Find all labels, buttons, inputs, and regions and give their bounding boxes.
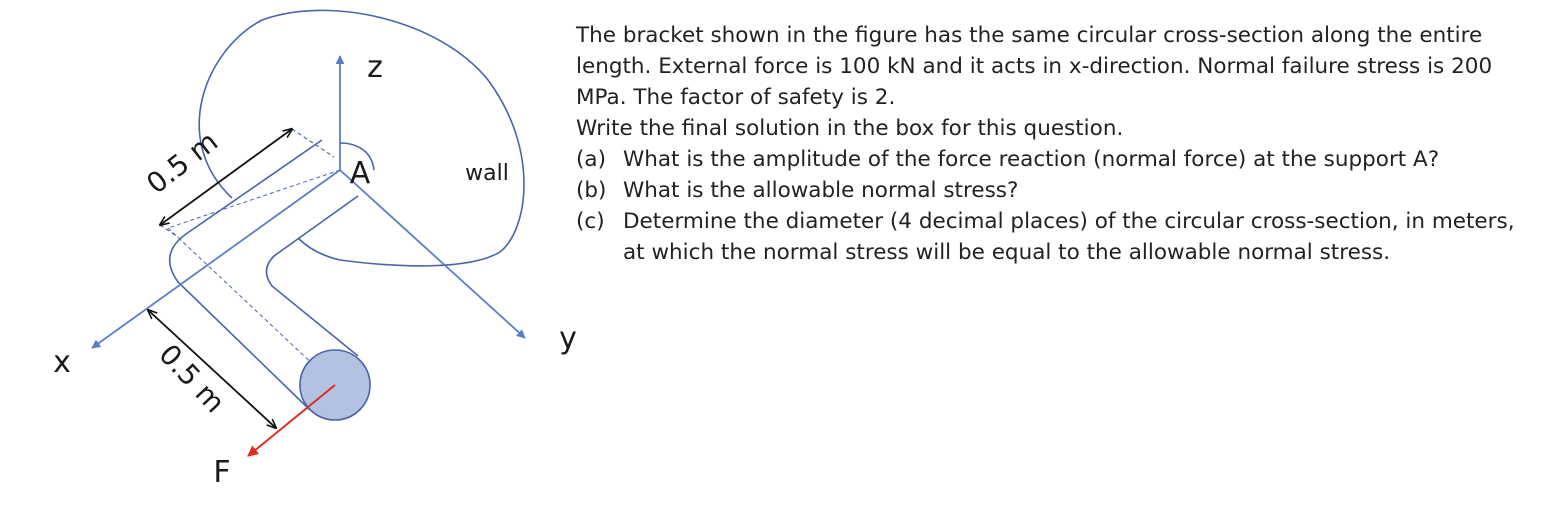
dim-lower-label: 0.5 m (152, 337, 232, 420)
question-marker: (c) (576, 209, 605, 234)
wall-label: wall (465, 161, 509, 186)
question-item-c (576, 206, 1536, 268)
dim-upper-extension-top (292, 129, 334, 157)
bracket-diagram (0, 0, 577, 510)
z-axis-label: z (367, 50, 383, 85)
problem-instruction: Write the final solution in the box for this question. (576, 116, 1124, 141)
bracket-centerline-upper (168, 170, 340, 228)
question-text: What is the allowable normal stress? (623, 178, 1019, 203)
dim-upper-label: 0.5 m (140, 124, 225, 201)
force-label: F (213, 455, 231, 490)
support-a-label: A (349, 156, 371, 191)
question-marker: (b) (576, 178, 607, 203)
question-marker: (a) (576, 147, 606, 172)
problem-intro: The bracket shown in the figure has the same circular cross-section along the entire length. External force is 100 kN and it acts in x-direction. Normal failure stress is 200 MPa. The factor of safety is 2. (576, 23, 1493, 110)
question-item-a (576, 144, 1536, 175)
question-item-b (576, 175, 1536, 206)
wall-outline (199, 10, 524, 266)
force-arrow (248, 385, 335, 456)
x-axis-arrow (92, 170, 340, 348)
problem-statement (576, 20, 1536, 268)
question-text: What is the amplitude of the force reaction (normal force) at the support A? (623, 147, 1440, 172)
y-axis-label: y (559, 321, 577, 356)
question-list (576, 144, 1536, 268)
x-axis-label: x (53, 345, 71, 380)
bracket-arm-outline-inner (266, 196, 358, 356)
question-text: Determine the diameter (4 decimal places) of the circular cross-section, in meters, at which the normal stress will be equal to the allowable normal stress. (623, 209, 1515, 265)
